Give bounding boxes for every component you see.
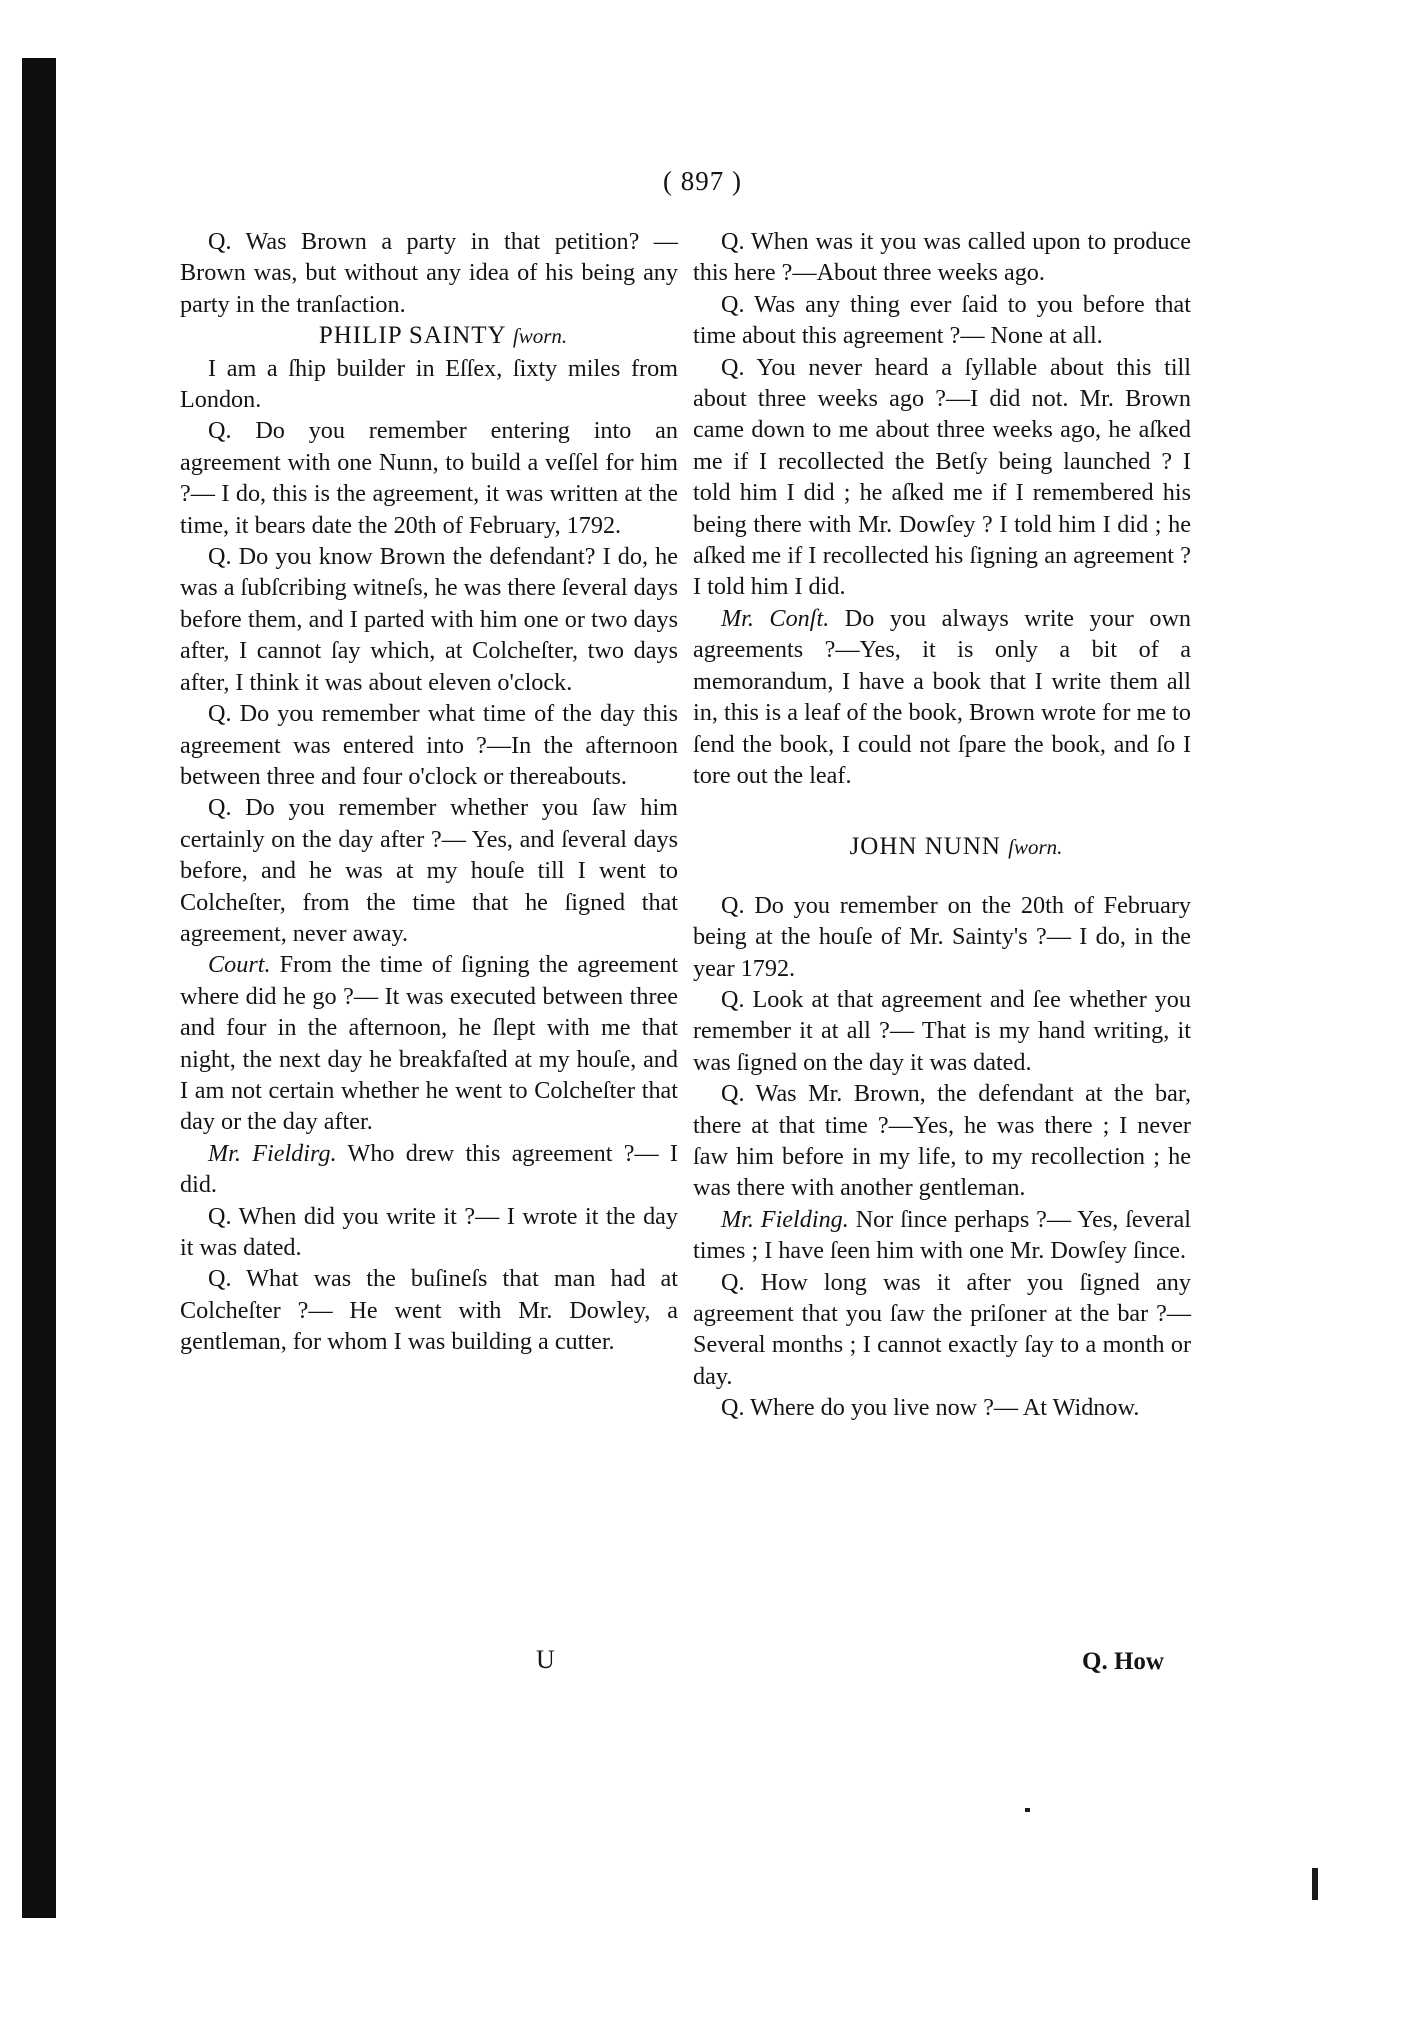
speech-text: From the time of ſigning the agreement where did he go ?— It was executed between three and four in the afternoon, he ſlept with me that night, the next day he breakfaſted at my houſe, and I am not certain whether he went to Colcheſter that day or the day after. — [180, 951, 679, 1136]
catchword: Q. How — [1082, 1648, 1164, 1675]
paragraph: Q. Was Brown a party in that petition? — Brown was, but without any idea of his being any party in the tranſaction. — [180, 228, 678, 318]
left-column — [180, 226, 678, 1358]
witness-heading — [180, 320, 678, 352]
speech-text: Nor ſince perhaps ?— Yes, ſeveral times ; I have ſeen him with one Mr. Dowſey ſince. — [693, 1205, 1192, 1265]
paragraph — [180, 1138, 678, 1201]
paragraph: Q. How long was it after you ſigned any agreement that you ſaw the priſoner at the bar ?—Several months ; I cannot exactly ſay to a month or day. — [693, 1268, 1191, 1390]
speaker-label: Mr. Conſt. — [721, 604, 830, 632]
witness-name: JOHN NUNN — [849, 833, 1001, 861]
paragraph: Q. Do you remember whether you ſaw him certainly on the day after ?— Yes, and ſeveral days before, and he was at my houſe till I went to Colcheſter, from the time that he ſigned that agreement, never away. — [180, 794, 678, 947]
binding-edge-shadow — [22, 58, 56, 1918]
margin-speck — [1312, 1868, 1318, 1900]
paragraph: Q. When was it you was called upon to produce this here ?—About three weeks ago. — [693, 228, 1191, 287]
paragraph: Q. Where do you live now ?— At Widnow. — [721, 1394, 1140, 1422]
sworn-label: ſworn. — [512, 324, 568, 349]
paragraph: I am a ſhip builder in Eſſex, ſixty miles from London. — [180, 354, 678, 414]
margin-speck — [1025, 1808, 1030, 1812]
paragraph: Q. When did you write it ?— I wrote it the day it was dated. — [180, 1202, 678, 1261]
signature-mark: U — [536, 1645, 555, 1674]
paragraph: Q. What was the buſineſs that man had at Colcheſter ?— He went with Mr. Dowley, a gentleman, for whom I was building a cutter. — [180, 1265, 678, 1356]
paragraph: Q. Look at that agreement and ſee whether you remember it at all ?— That is my hand writing, it was ſigned on the day it was dated. — [693, 985, 1191, 1076]
paragraph: Q. Do you remember entering into an agreement with one Nunn, to build a veſſel for him ?— I do, this is the agreement, it was written at the time, it bears date the 20th of February, 1792. — [180, 417, 678, 539]
speech-text: Do you always write your own agreements ?—Yes, it is only a bit of a memorandum, I have a book that I write them all in, this is a leaf of the book, Brown wrote for me to ſend the book, I could not ſpare the book, and ſo I tore out the leaf. — [693, 604, 1192, 789]
witness-heading — [693, 831, 1191, 863]
paragraph: Q. Was Mr. Brown, the defendant at the bar, there at that time ?—Yes, he was there ; I never ſaw him before in my life, to my recollection ; he was there with another gentleman. — [693, 1080, 1191, 1202]
sworn-label: ſworn. — [1008, 835, 1063, 860]
paragraph: Q. Was any thing ever ſaid to you before that time about this agreement ?— None at all. — [693, 290, 1191, 350]
paragraph — [180, 949, 678, 1137]
paragraph: Q. Do you know Brown the defendant? I do, he was a ſubſcribing witneſs, he was there ſeveral days before them, and I parted with him one or two days after, I cannot ſay which, at Colcheſter, two days after, I think it was about eleven o'clock. — [180, 543, 678, 696]
paragraph — [693, 1204, 1191, 1267]
speaker-label: Mr. Fieldirg. — [208, 1139, 337, 1167]
witness-name: PHILIP SAINTY — [318, 322, 506, 350]
paragraph: Q. Do you remember on the 20th of February being at the houſe of Mr. Sainty's ?— I do, in the year 1792. — [693, 891, 1191, 982]
speech-text: Who drew this agreement ?— I did. — [180, 1139, 678, 1199]
speaker-label: Court. — [208, 951, 271, 979]
paragraph: Q. Do you remember what time of the day this agreement was entered into ?—In the afternoon between three and four o'clock or thereabouts. — [180, 700, 678, 790]
paragraph: Q. You never heard a ſyllable about this till about three weeks ago ?—I did not. Mr. Brown came down to me about three weeks ago, he aſked me if I recollected the Betſy being launched ? I told him I did ; he aſked me if I remembered his being there with Mr. Dowſey ? I told him I did ; he aſked me if I recollected his ſigning an agreement ? I told him I did. — [693, 353, 1191, 601]
paragraph — [693, 603, 1191, 791]
page-number: ( 897 ) — [663, 166, 742, 196]
speaker-label: Mr. Fielding. — [721, 1205, 849, 1233]
right-column — [693, 226, 1191, 1424]
